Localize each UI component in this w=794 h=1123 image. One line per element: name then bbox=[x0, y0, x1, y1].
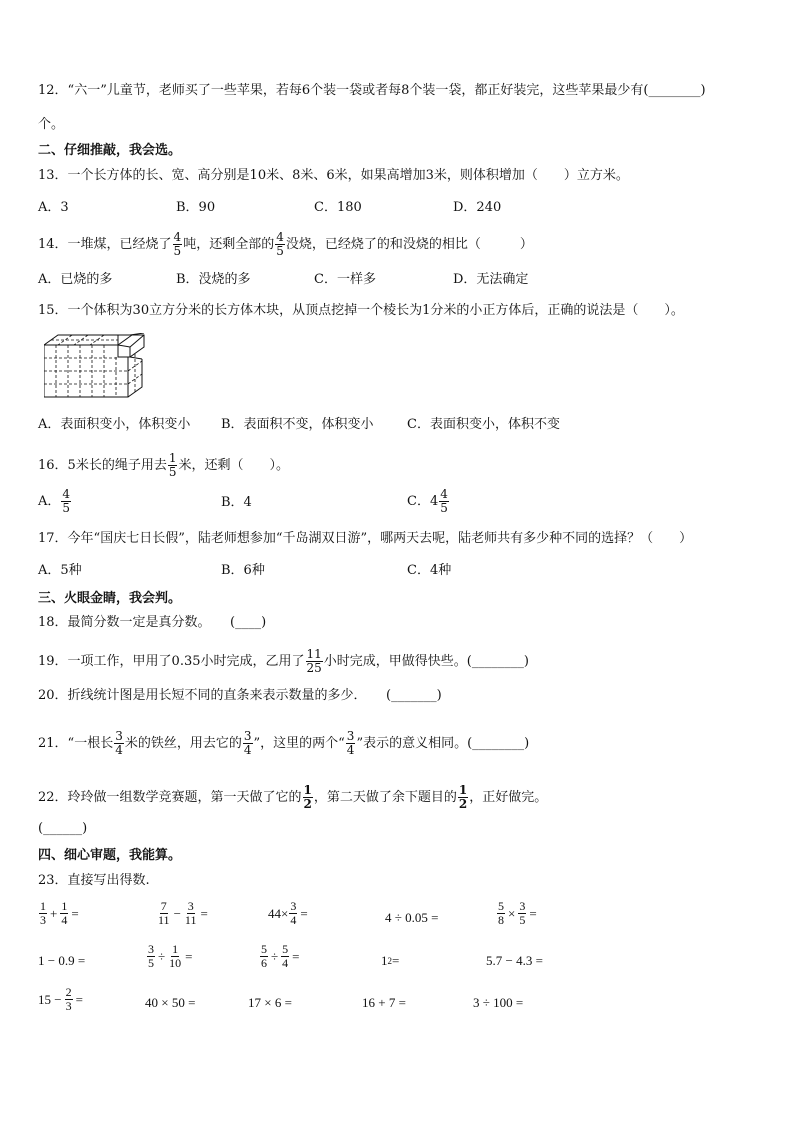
q15-option-c[interactable]: C．表面积变小，体积不变 bbox=[407, 417, 560, 432]
q23-r1-e3: 44× $\frac{3}{4}$ = bbox=[268, 899, 308, 927]
q14-pre: 14．一堆煤，已经烧了 bbox=[38, 237, 172, 252]
q14-option-c[interactable]: C．一样多 bbox=[314, 272, 376, 287]
q16-option-a[interactable]: A． $\frac{4}{5}$ bbox=[38, 487, 71, 515]
q23-r1-e4: 4 ÷ 0.05 = bbox=[385, 910, 439, 925]
q14-option-d[interactable]: D．无法确定 bbox=[453, 272, 529, 287]
q22-fraction-2: $\frac{1}{2}$ bbox=[458, 783, 468, 811]
q13-text: 13．一个长方体的长、宽、高分别是10米、8米、6米，如果高增加3米，则体积增加（ ）立方米。 bbox=[38, 168, 629, 183]
q22-mid: ，第二天做了余下题目的 bbox=[313, 790, 457, 805]
q14-text bbox=[38, 231, 533, 258]
q14-option-b[interactable]: B．没烧的多 bbox=[176, 272, 251, 287]
q23-r2-e5: 5.7 − 4.3 = bbox=[486, 953, 543, 968]
q19-post: 小时完成，甲做得快些。(________) bbox=[323, 654, 529, 669]
q15-option-b[interactable]: B．表面积不变，体积变小 bbox=[221, 417, 374, 432]
q16-option-c-mixed-number: 4 $\frac{4}{5}$ bbox=[429, 487, 448, 515]
q13-option-b[interactable]: B．90 bbox=[176, 200, 216, 215]
q17-option-c[interactable]: C．4种 bbox=[407, 563, 452, 578]
q23-r3-e3: 17 × 6 = bbox=[248, 995, 292, 1010]
q22-text bbox=[38, 784, 547, 811]
q23-r2-e1: 1 − 0.9 = bbox=[38, 953, 86, 968]
q23-r2-e3: $\frac{5}{6}$ ÷ $\frac{5}{4}$ = bbox=[261, 942, 300, 970]
q22-blank: (______) bbox=[38, 821, 88, 836]
section-3-heading: 三、火眼金睛，我会判。 bbox=[38, 591, 182, 606]
q12-line2: 个。 bbox=[38, 117, 65, 132]
q15-option-a[interactable]: A．表面积变小，体积变小 bbox=[38, 417, 191, 432]
q23-r1-e1: $\frac{1}{3}$ + $\frac{1}{4}$ = bbox=[40, 899, 79, 927]
q19-pre: 19．一项工作，甲用了0.35小时完成，乙用了 bbox=[38, 654, 305, 669]
q16-option-b[interactable]: B．4 bbox=[221, 495, 252, 510]
q22-post: ，正好做完。 bbox=[469, 790, 548, 805]
q15-text: 15．一个体积为30立方分米的长方体木块，从顶点挖掉一个棱长为1分米的小正方体后，正确的说法是（ ）。 bbox=[38, 303, 684, 318]
q23-title: 23．直接写出得数. bbox=[38, 873, 150, 888]
q16-fraction: $\frac{1}{5}$ bbox=[168, 451, 177, 479]
q21-post: ”表示的意义相同。(________) bbox=[356, 736, 530, 751]
q19-text bbox=[38, 648, 529, 675]
q19-fraction: $\frac{11}{25}$ bbox=[306, 647, 322, 675]
q14-mid: 吨，还剩全部的 bbox=[183, 237, 275, 252]
q16-pre: 16．5米长的绳子用去 bbox=[38, 458, 167, 473]
q13-option-a[interactable]: A．3 bbox=[38, 200, 69, 215]
q14-option-a[interactable]: A．已烧的多 bbox=[38, 272, 113, 287]
q21-fraction-2: $\frac{3}{4}$ bbox=[243, 729, 252, 757]
q23-r2-e2: $\frac{3}{5}$ ÷ $\frac{1}{10}$ = bbox=[148, 942, 193, 970]
q21-fraction-1: $\frac{3}{4}$ bbox=[115, 729, 123, 757]
q12-line1: 12．“六一”儿童节，老师买了一些苹果，若每6个装一袋或者每8个装一袋，都正好装完，这些苹果最少有(________) bbox=[38, 83, 706, 98]
q13-option-c[interactable]: C．180 bbox=[314, 200, 362, 215]
q21-text bbox=[38, 730, 529, 757]
q17-text: 17．今年“国庆七日长假”，陆老师想参加“千岛湖双日游”，哪两天去呢，陆老师共有多少种不同的选择？（ ） bbox=[38, 531, 693, 546]
q23-r3-e1: 15 − $\frac{2}{3}$ = bbox=[38, 985, 83, 1013]
q22-pre: 22．玲玲做一组数学竞赛题，第一天做了它的 bbox=[38, 790, 302, 805]
q17-option-a[interactable]: A．5种 bbox=[38, 563, 82, 578]
q23-r3-e4: 16 + 7 = bbox=[362, 995, 406, 1010]
q17-option-b[interactable]: B．6种 bbox=[221, 563, 265, 578]
q14-fraction-1: $\frac{4}{5}$ bbox=[173, 230, 182, 258]
q16-option-c[interactable]: C． 4 $\frac{4}{5}$ bbox=[407, 487, 448, 515]
q14-fraction-2: $\frac{4}{5}$ bbox=[276, 230, 284, 258]
section-4-heading: 四、细心审题，我能算。 bbox=[38, 848, 182, 863]
q21-mid: 米的铁丝，用去它的 bbox=[124, 736, 242, 751]
section-2-heading: 二、仔细推敲，我会选。 bbox=[38, 143, 182, 158]
q23-r3-e2: 40 × 50 = bbox=[145, 995, 196, 1010]
q21-pre: 21．“一根长 bbox=[38, 736, 114, 751]
q18-text: 18．最简分数一定是真分数。 (____) bbox=[38, 615, 267, 630]
q23-r3-e5: 3 ÷ 100 = bbox=[473, 995, 524, 1010]
q20-text: 20．折线统计图是用长短不同的直条来表示数量的多少． (_______) bbox=[38, 688, 442, 703]
q16-option-a-fraction: $\frac{4}{5}$ bbox=[62, 487, 71, 515]
q16-post: 米，还剩（ ）。 bbox=[178, 458, 289, 473]
cuboid-figure bbox=[44, 333, 154, 399]
q23-r1-e5: $\frac{5}{8}$ × $\frac{3}{5}$ = bbox=[498, 899, 537, 927]
q22-fraction-1: $\frac{1}{2}$ bbox=[303, 783, 312, 811]
q21-fraction-3: $\frac{3}{4}$ bbox=[346, 729, 355, 757]
q14-post: 没烧，已经烧了的和没烧的相比（ ） bbox=[285, 237, 533, 252]
q13-option-d[interactable]: D．240 bbox=[453, 200, 502, 215]
q23-r2-e4: 1 2 = bbox=[381, 953, 400, 968]
q16-text bbox=[38, 452, 289, 479]
q21-mid2: ”，这里的两个“ bbox=[253, 736, 345, 751]
q23-r1-e2: $\frac{7}{11}$ − $\frac{3}{11}$ = bbox=[158, 899, 208, 927]
